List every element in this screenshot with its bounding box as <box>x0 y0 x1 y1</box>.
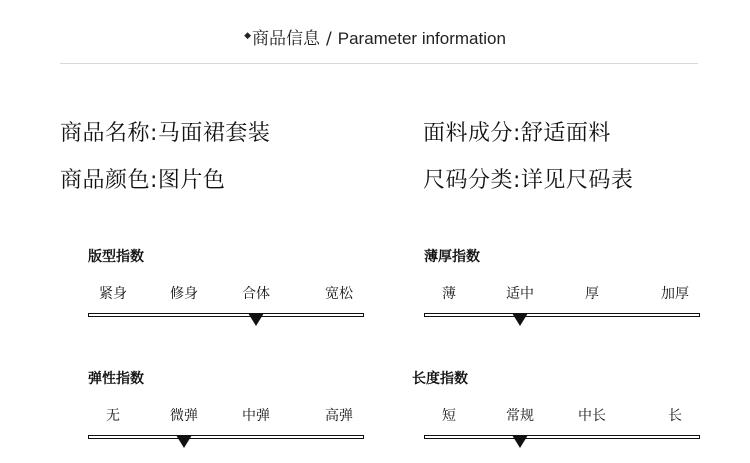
scale-track <box>88 435 364 439</box>
scale-marker-triangle-icon <box>512 313 528 326</box>
scale-tick-label: 短 <box>442 408 456 424</box>
scale-tick-label: 无 <box>106 408 120 424</box>
scale-title: 弹性指数 <box>88 371 144 387</box>
scale-title: 薄厚指数 <box>424 249 480 265</box>
param-fabric: 面料成分:舒适面料 <box>423 121 611 146</box>
param-product-color: 商品颜色:图片色 <box>60 168 226 193</box>
scale-tick-label: 加厚 <box>661 286 689 302</box>
scale-tick-label: 修身 <box>170 286 198 302</box>
scale-title: 长度指数 <box>412 371 468 387</box>
scale-track <box>424 313 700 317</box>
header-title-en: Parameter information <box>337 29 506 48</box>
section-header <box>0 24 750 49</box>
header-divider <box>60 63 698 64</box>
diamond-icon: ◆ <box>244 31 251 41</box>
param-product-name: 商品名称:马面裙套装 <box>60 121 271 146</box>
scale-tick-label: 合体 <box>242 286 270 302</box>
scale-tick-label: 薄 <box>442 286 456 302</box>
scale-tick-label: 紧身 <box>99 286 127 302</box>
scale-tick-label: 微弹 <box>170 408 198 424</box>
scale-marker-triangle-icon <box>176 435 192 448</box>
scale-tick-label: 宽松 <box>325 286 353 302</box>
scale-track <box>88 313 364 317</box>
scale-tick-label: 适中 <box>506 286 534 302</box>
scale-title: 版型指数 <box>88 249 144 265</box>
param-size-category: 尺码分类:详见尺码表 <box>423 168 634 193</box>
header-separator: / <box>326 29 332 49</box>
header-title-cn: 商品信息 <box>252 29 320 49</box>
scale-marker-triangle-icon <box>248 313 264 326</box>
scale-tick-label: 厚 <box>585 286 599 302</box>
scale-tick-label: 长 <box>668 408 682 424</box>
scale-marker-triangle-icon <box>512 435 528 448</box>
scale-tick-label: 高弹 <box>325 408 353 424</box>
scale-tick-label: 中长 <box>578 408 606 424</box>
scale-tick-label: 中弹 <box>242 408 270 424</box>
scale-tick-label: 常规 <box>506 408 534 424</box>
scale-track <box>424 435 700 439</box>
